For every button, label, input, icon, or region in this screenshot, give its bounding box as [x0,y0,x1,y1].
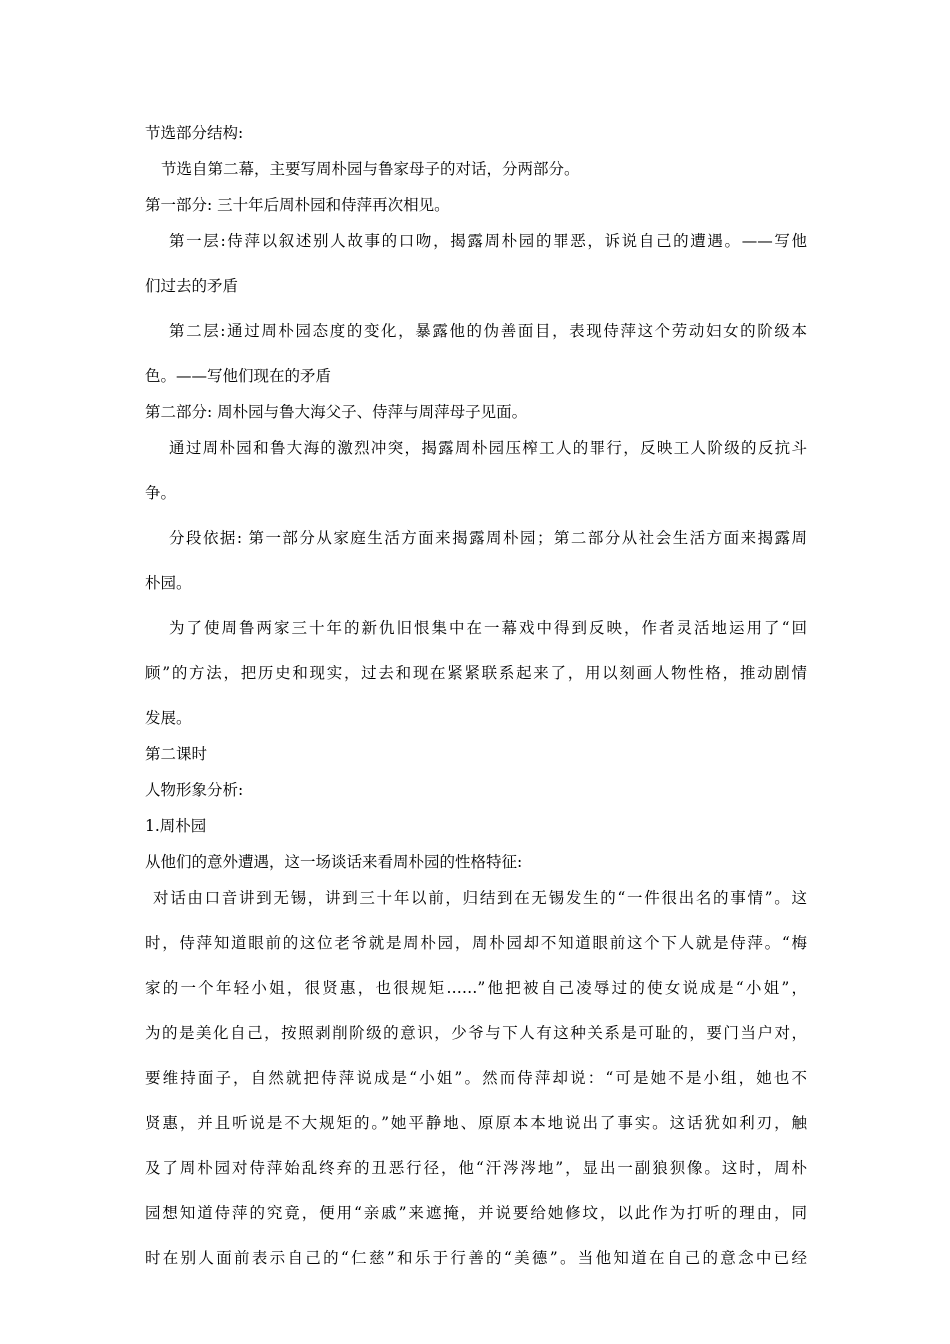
analysis-line: 家的一个年轻小姐，很贤惠，也很规矩……”他把被自己凌辱过的使女说成是“小姐”， [145,979,807,997]
layer2-line: 第二层:通过周朴园态度的变化，暴露他的伪善面目，表现侍萍这个劳动妇女的阶级本 [169,322,807,340]
item1-intro: 从他们的意外遭遇，这一场谈话来看周朴园的性格特征: [145,853,523,871]
analysis-line: 要维持面子，自然就把侍萍说成是“小姐”。然而侍萍却说：“可是她不是小组，她也不 [145,1069,807,1087]
part2-title: 第二部分: 周朴园与鲁大海父子、侍萍与周萍母子见面。 [145,403,528,421]
basis-line: 朴园。 [145,574,192,592]
analysis-line: 为的是美化自己，按照剥削阶级的意识，少爷与下人有这种关系是可耻的，要门当户对， [145,1024,807,1042]
part2-desc-line: 通过周朴园和鲁大海的激烈冲突，揭露周朴园压榨工人的罪行，反映工人阶级的反抗斗 [169,439,807,457]
layer1-line: 们过去的矛盾 [145,277,239,295]
analysis-line: 园想知道侍萍的究竟，便用“亲戚”来遮掩，并说要给她修坟，以此作为打听的理由，同 [145,1204,807,1222]
analysis-line: 及了周朴园对侍萍始乱终弃的丑恶行径，他“汗涔涔地”，显出一副狼狈像。这时，周朴 [145,1159,807,1177]
review-line: 为了使周鲁两家三十年的新仇旧恨集中在一幕戏中得到反映，作者灵活地运用了“回 [169,619,807,637]
heading-structure: 节选部分结构: [145,124,244,142]
document-body [145,123,807,1268]
analysis-line: 贤惠，并且听说是不大规矩的。”她平静地、原原本本地说出了事实。这话犹如利刃，触 [145,1114,807,1132]
layer1-line: 第一层:侍萍以叙述别人故事的口吻，揭露周朴园的罪恶，诉说自己的遭遇。——写他 [169,232,807,250]
review-line: 发展。 [145,709,192,727]
analysis-line: 时在别人面前表示自己的“仁慈”和乐于行善的“美德”。当他知道在自己的意念中已经 [145,1249,807,1267]
character-analysis-heading: 人物形象分析: [145,781,244,799]
part2-desc-line: 争。 [145,484,177,502]
intro-paragraph: 节选自第二幕，主要写周朴园与鲁家母子的对话，分两部分。 [161,160,580,178]
analysis-line: 对话由口音讲到无锡，讲到三十年以前，归结到在无锡发生的“一件很出名的事情”。这 [153,889,807,907]
review-line: 顾”的方法，把历史和现实，过去和现在紧紧联系起来了，用以刻画人物性格，推动剧情 [145,664,807,682]
lesson2-heading: 第二课时 [145,745,208,763]
part1-title: 第一部分: 三十年后周朴园和侍萍再次相见。 [145,196,450,214]
layer2-line: 色。——写他们现在的矛盾 [145,367,332,385]
analysis-line: 时，侍萍知道眼前的这位老爷就是周朴园，周朴园却不知道眼前这个下人就是侍萍。“梅 [145,934,807,952]
basis-line: 分段依据: 第一部分从家庭生活方面来揭露周朴园；第二部分从社会生活方面来揭露周 [169,529,807,547]
item1-heading: 1.周朴园 [145,817,207,835]
